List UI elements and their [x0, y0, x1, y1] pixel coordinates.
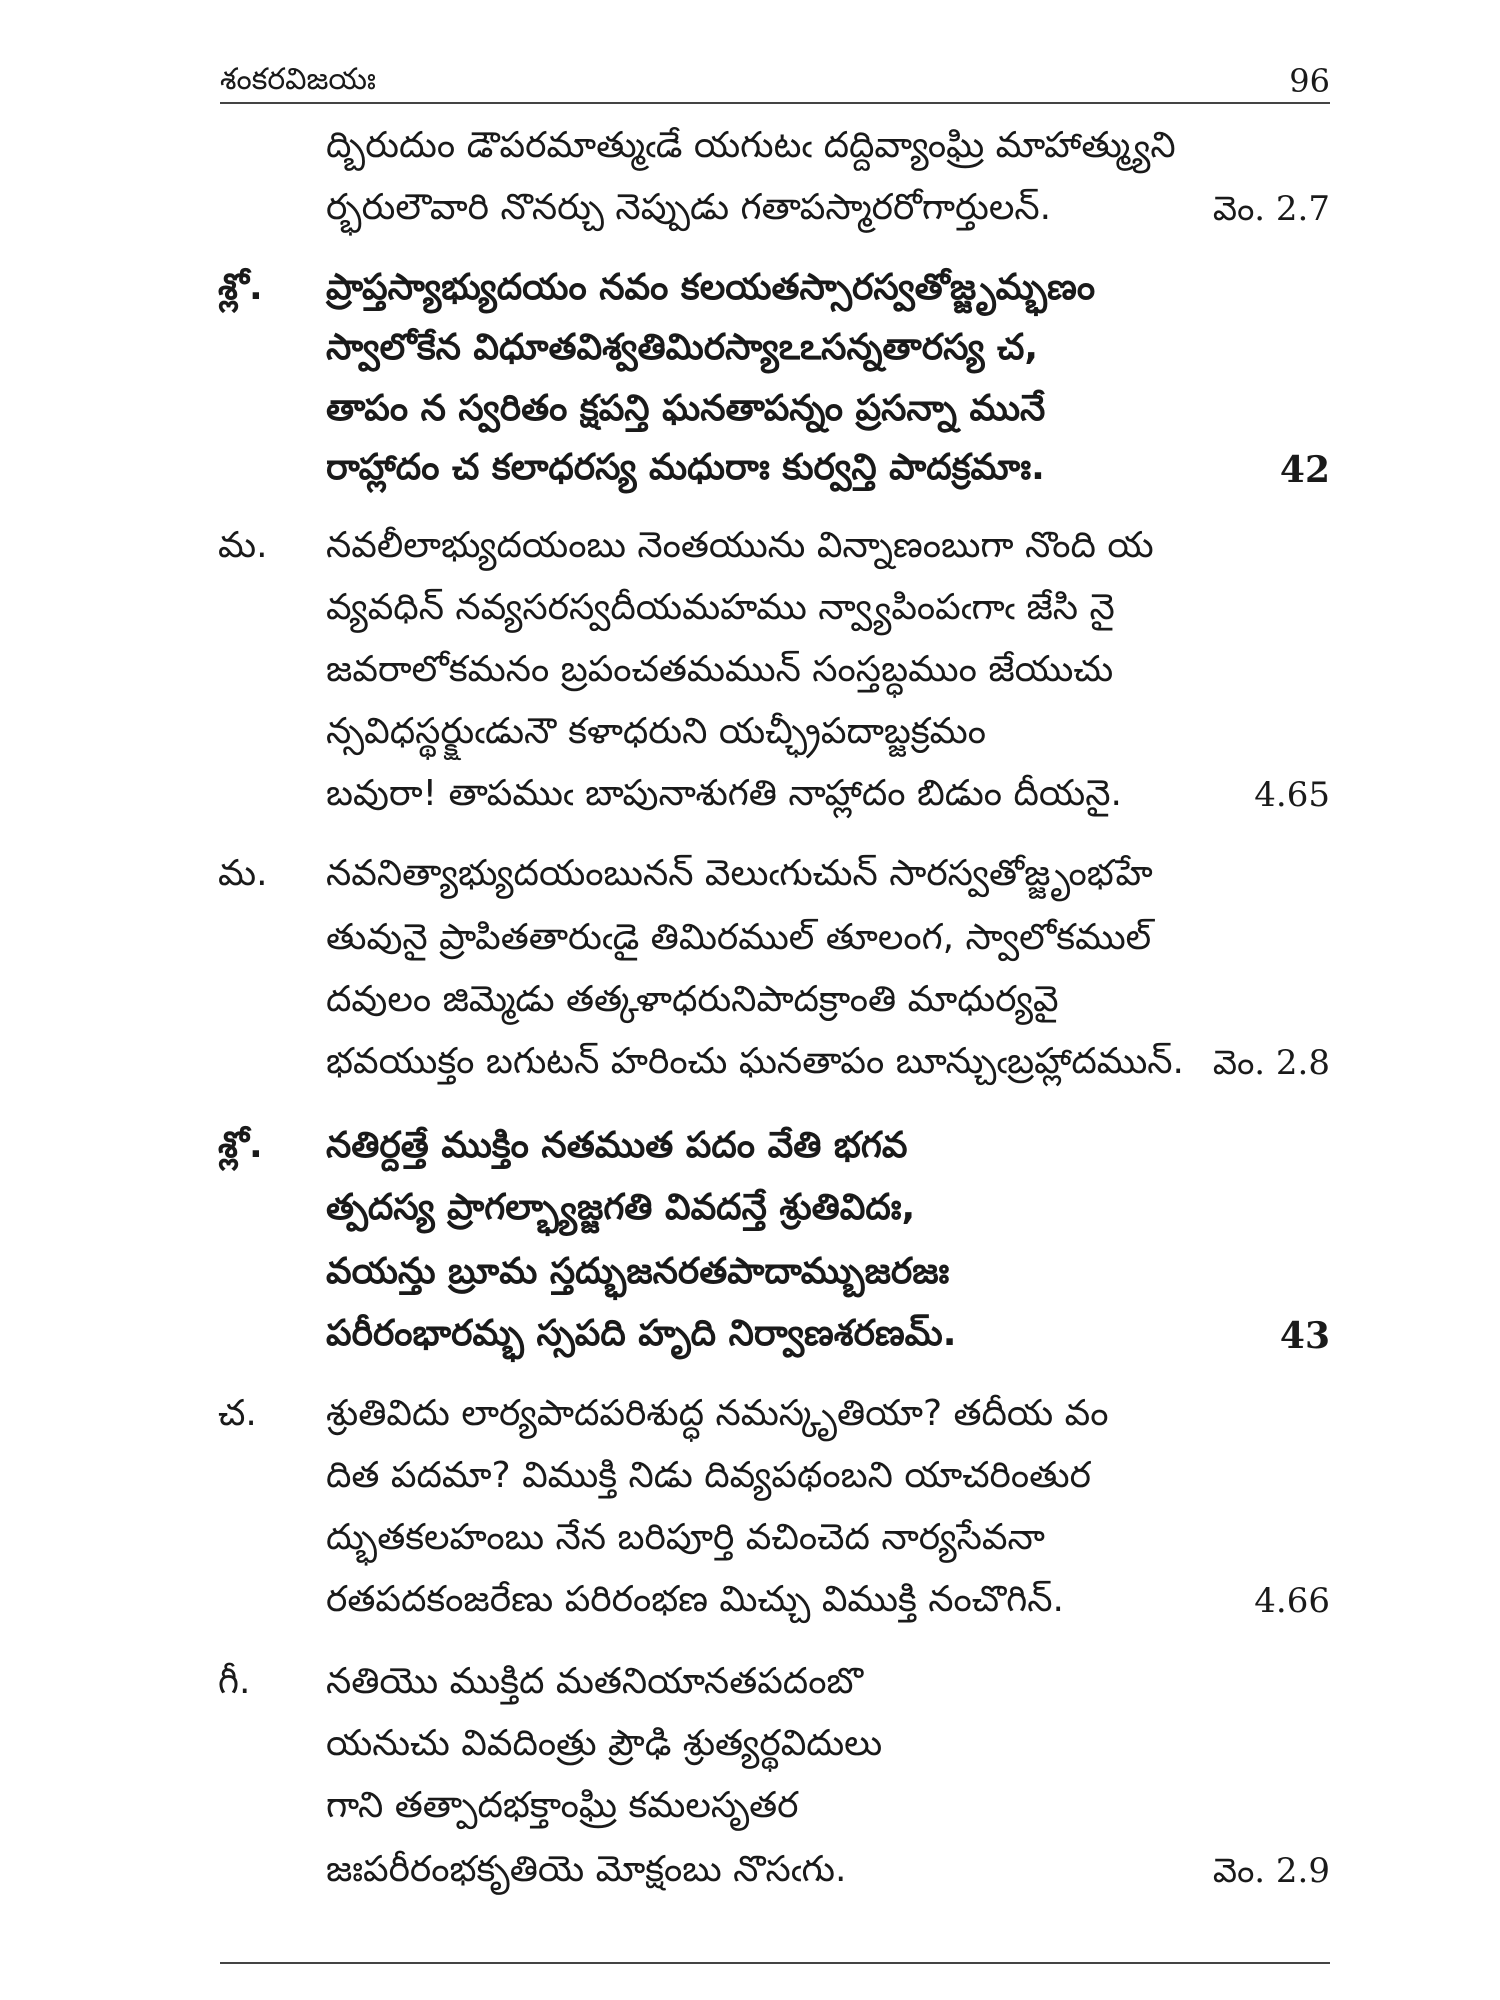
running-title: శంకరవిజయః	[220, 62, 376, 97]
verse-line: నతిర్దత్తే ముక్తిం నతముత పదం వేతి భగవ	[326, 1125, 908, 1166]
verse-line: వ్యవధిన్ నవ్యసరస్వదీయమహము న్వ్యాపింపఁగాఁ జేసి నై	[326, 587, 1115, 628]
verse-line: తువునై ప్రాపితతారుఁడై తిమిరముల్ తూలంగ, స్వాలోకముల్	[326, 917, 1152, 958]
verse-line: నవనిత్యాభ్యుదయంబునన్ వెలుఁగుచున్ సారస్వతోజ్జృంభహే	[326, 853, 1153, 894]
verse-reference: వెం. 2.8	[1212, 1043, 1330, 1083]
header-rule	[220, 102, 1330, 104]
verse-meter-label: శ్లో.	[218, 267, 263, 308]
verse-line: గాని తత్పాదభక్తాంఘ్రి కమలసృతర	[326, 1785, 799, 1826]
verse-reference: వెం. 2.9	[1212, 1851, 1330, 1891]
verse-line: నవలీలాభ్యుదయంబు నెంతయును విన్నాణంబుగా నొంది య	[326, 525, 1154, 566]
verse-line: రాహ్లాదం చ కలాధరస్య మధురాః కుర్వన్తి పాదక్రమాః.	[326, 447, 1045, 488]
verse-line: శ్రుతివిదు లార్యపాదపరిశుద్ధ నమస్కృతియా? తదీయ వం	[326, 1393, 1109, 1434]
verse-line: పరీరంభారమ్భ స్సపది హృది నిర్వాణశరణమ్.	[326, 1313, 957, 1354]
verse-reference: వెం. 2.7	[1212, 189, 1330, 229]
verse-number: 42	[1279, 449, 1330, 491]
verse-line: ర్భరులౌవారి నొనర్చు నెప్పుడు గతాపస్మారరోగార్తులన్.	[326, 187, 1052, 228]
verse-line: నతియొ ముక్తిద మతనియానతపదంబొ	[326, 1661, 864, 1702]
verse-line: ద్భుతకలహంబు నేన బరిపూర్తి వచించెద నార్యసేవనా	[326, 1517, 1045, 1558]
verse-line: వయన్తు బ్రూమ స్తద్భుజనరతపాదామ్బుజరజః	[326, 1251, 950, 1292]
verse-meter-label: శ్లో.	[218, 1125, 263, 1166]
verse-line: తాపం న స్వరితం క్షపన్తి ఘనతాపన్నం ప్రసన్నా మునే	[326, 388, 1046, 429]
verse-number: 43	[1279, 1315, 1330, 1357]
verse-line: త్పదస్య ప్రాగల్భ్యాజ్జగతి వివదన్తే శ్రుతివిదః,	[326, 1187, 916, 1228]
verse-reference: 4.66	[1254, 1581, 1330, 1621]
verse-meter-label: గీ.	[218, 1661, 251, 1702]
verse-line: రతపదకంజరేణు పరిరంభణ మిచ్చు విముక్తి నంచొగిన్.	[326, 1579, 1064, 1620]
verse-line: దిత పదమా? విముక్తి నిడు దివ్యపథంబని యాచరింతుర	[326, 1455, 1091, 1496]
verse-meter-label: చ.	[218, 1393, 257, 1434]
verse-line: స్వాలోకేన విధూతవిశ్వతిమిరస్యాఽఽసన్నతారస్య చ,	[326, 327, 1039, 368]
footer-rule	[220, 1962, 1330, 1964]
verse-line: జవరాలోకమనం బ్రపంచతమమున్ సంస్తబ్ధముం జేయుచు	[326, 649, 1114, 690]
verse-line: ద్బిరుదుం డౌపరమాత్ముఁడే యగుటఁ దద్దివ్యాంఘ్రి మాహాత్మ్యుని	[326, 125, 1176, 166]
verse-line: భవయుక్తం బగుటన్ హరించు ఘనతాపం బూన్చుఁబ్రహ్లాదమున్.	[326, 1041, 1185, 1082]
page-header	[220, 62, 1330, 102]
verse-meter-label: మ.	[218, 525, 268, 566]
verse-line: దవులం జిమ్మెడు తత్కళాధరునిపాదక్రాంతి మాధుర్యవై	[326, 979, 1059, 1020]
verse-line: న్సవిధస్థర్క్షుఁడునౌ కళాధరుని యచ్ఛ్రీపదాబ్జక్రమం	[326, 711, 987, 752]
page-number: 96	[1289, 62, 1330, 100]
verse-line: యనుచు వివదింత్రు ప్రౌఢి శ్రుత్యర్థవిదులు	[326, 1723, 883, 1764]
verse-line: బవురా! తాపముఁ బాపునాశుగతి నాహ్లాదం బిడుం దీయనై.	[326, 773, 1122, 814]
verse-meter-label: మ.	[218, 853, 268, 894]
verse-line: ప్రాప్తస్యాభ్యుదయం నవం కలయతస్సారస్వతోజ్జృమ్భణం	[326, 267, 1096, 308]
verse-line: జఃపరీరంభకృతియె మోక్షంబు నొసఁగు.	[326, 1849, 847, 1890]
verse-reference: 4.65	[1254, 775, 1330, 815]
